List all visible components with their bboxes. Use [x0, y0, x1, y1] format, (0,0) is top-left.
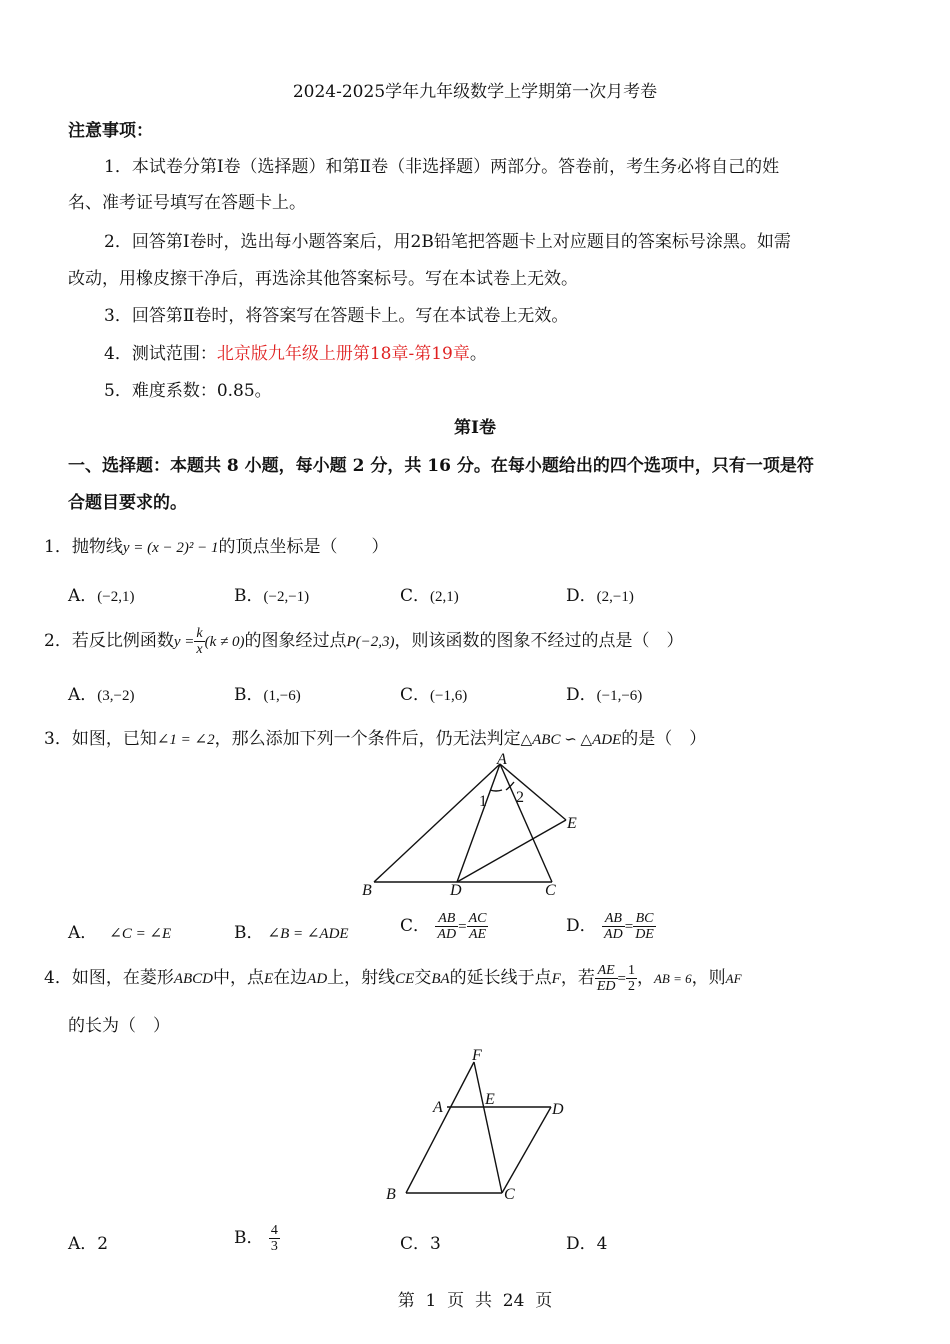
- q3-option-b[interactable]: [234, 918, 349, 943]
- q4-t7: ，: [636, 968, 654, 988]
- section-intro-b: 合题目要求的。: [68, 493, 187, 513]
- q1-formula: y = (x − 2)² − 1: [122, 540, 219, 556]
- q2-prefix: 2．若反比例函数: [44, 631, 174, 651]
- q4-option-a[interactable]: [68, 1229, 108, 1254]
- notice-item-4-suffix: 。: [469, 344, 487, 364]
- q3-label-d: D: [450, 882, 462, 899]
- section-intro-a: 一、选择题：本题共 8 小题，每小题 2 分，共 16 分。在每小题给出的四个选项中，只有一项是符: [68, 456, 814, 476]
- notice-item-5: 5．难度系数：0.85。: [104, 381, 272, 401]
- q2-a-value: (3,−2): [97, 688, 135, 704]
- q4-figure: [380, 1042, 580, 1207]
- q3-label-c: C: [545, 882, 556, 899]
- q4-label-b: B: [386, 1186, 396, 1203]
- q4-option-d[interactable]: [566, 1229, 607, 1254]
- q1-option-b[interactable]: [234, 581, 309, 606]
- q2-frac-num: k: [196, 626, 203, 641]
- q3-c-n1: AB: [435, 911, 458, 927]
- notice-item-1a: 1．本试卷分第Ⅰ卷（选择题）和第Ⅱ卷（非选择题）两部分。答卷前，考生务必将自己的姓: [104, 157, 780, 177]
- q2-cond: (k ≠ 0): [204, 634, 245, 650]
- q3-suffix: 的是（ ）: [621, 729, 707, 749]
- q4-frac1-den: ED: [596, 979, 616, 994]
- q4-frac1-num: AE: [595, 963, 618, 979]
- q3-c-frac-1: [435, 911, 458, 942]
- q4-d-value: 4: [596, 1234, 608, 1254]
- q3-line-de: [457, 820, 566, 882]
- q2-c-label: C．: [400, 685, 431, 705]
- q3-line-ac: [500, 764, 552, 882]
- q3-a-label: A．: [68, 923, 98, 943]
- q4-t5: 的延长线于点: [449, 968, 552, 988]
- q3-c-label: C．: [400, 916, 431, 936]
- q4-b-frac: [269, 1223, 280, 1254]
- q4-af: AF: [725, 971, 742, 986]
- q4-ab6: AB = 6: [653, 971, 692, 986]
- q4-a-value: 2: [97, 1234, 109, 1254]
- q4-ad: AD: [307, 971, 328, 987]
- q3-label-e: E: [567, 815, 577, 832]
- q3-angle-2-arc: [506, 782, 514, 790]
- q4-ce: CE: [395, 971, 415, 987]
- q3-a-value: ∠C = ∠E: [109, 926, 172, 942]
- q1-suffix: 的顶点坐标是（ ）: [218, 537, 389, 557]
- notice-item-4-prefix: 4．测试范围：: [104, 344, 217, 364]
- q4-label-f: F: [472, 1047, 482, 1064]
- q4-t4: 交: [414, 968, 432, 988]
- question-3-stem: [44, 724, 706, 749]
- q2-b-label: B．: [234, 685, 264, 705]
- q2-option-d[interactable]: [566, 680, 642, 705]
- q4-t3: 上，射线: [327, 968, 396, 988]
- notice-item-2a: 2．回答第Ⅰ卷时，选出每小题答案后，用2B铅笔把答题卡上对应题目的答案标号涂黑。如需: [104, 232, 791, 252]
- test-range: 北京版九年级上册第18章-第19章: [216, 344, 470, 364]
- q2-d-label: D．: [566, 685, 597, 705]
- q4-abcd: ABCD: [173, 971, 213, 987]
- question-4-stem: [44, 958, 742, 999]
- q3-label-2: 2: [516, 789, 524, 806]
- q3-d-d2: DE: [635, 927, 654, 942]
- notice-item-4: [104, 339, 487, 364]
- q3-mid: ，那么添加下列一个条件后，仍无法判定: [214, 729, 521, 749]
- q4-prefix: 4．如图，在菱形: [44, 968, 174, 988]
- q3-option-d[interactable]: [566, 906, 656, 947]
- q3-label-1: 1: [479, 793, 487, 810]
- q4-ba: BA: [431, 971, 450, 987]
- q4-c-value: 3: [430, 1234, 441, 1254]
- q3-d-frac-1: [602, 911, 625, 942]
- q4-line-2: 的长为（ ）: [68, 1016, 170, 1036]
- q3-line-ab: [374, 764, 500, 882]
- q4-e: E: [264, 971, 274, 987]
- q4-frac-2: [626, 963, 637, 994]
- q4-option-c[interactable]: [400, 1229, 441, 1254]
- q3-d-n2: BC: [633, 911, 656, 927]
- q1-d-value: (2,−1): [596, 589, 634, 605]
- q4-frac2-num: 1: [627, 963, 635, 978]
- q4-eq: =: [617, 971, 626, 987]
- q2-option-b[interactable]: [234, 680, 301, 705]
- notice-item-3: 3．回答第Ⅱ卷时，将答案写在答题卡上。写在本试卷上无效。: [104, 306, 569, 326]
- q4-line-fc: [474, 1062, 502, 1193]
- question-2-stem: [44, 624, 684, 659]
- q3-d-eq: =: [624, 919, 634, 935]
- q2-suffix: ，则该函数的图象不经过的点是（ ）: [394, 631, 684, 651]
- q4-frac-1: [595, 963, 618, 994]
- q2-yeq: y =: [173, 634, 195, 650]
- q2-a-label: A．: [68, 685, 98, 705]
- q4-label-a: A: [433, 1099, 443, 1116]
- q3-d-n1: AB: [602, 911, 625, 927]
- q4-frac2-den: 2: [627, 979, 635, 994]
- q3-c-d2: AE: [468, 927, 487, 942]
- q1-c-label: C．: [400, 586, 431, 606]
- q1-c-value: (2,1): [430, 589, 459, 605]
- q3-angle-1-arc: [490, 790, 502, 791]
- q3-c-n2: AC: [468, 911, 487, 926]
- q3-prefix: 3．如图，已知: [44, 729, 157, 749]
- q3-c-frac-2: [467, 911, 489, 942]
- q3-b-label: B．: [234, 923, 264, 943]
- q2-b-value: (1,−6): [263, 688, 301, 704]
- q1-option-c[interactable]: [400, 581, 459, 606]
- q4-c-label: C．: [400, 1234, 431, 1254]
- q4-option-b[interactable]: [234, 1218, 280, 1258]
- q4-a-label: A．: [68, 1234, 98, 1254]
- q3-c-d1: AD: [437, 927, 457, 942]
- q3-figure: [360, 752, 600, 902]
- q4-label-c: C: [504, 1186, 515, 1203]
- q3-option-a[interactable]: [68, 918, 171, 943]
- q4-t6: ，若: [560, 968, 595, 988]
- q2-frac-den: x: [196, 642, 203, 657]
- q2-point: P(−2,3): [346, 634, 395, 650]
- q3-d-label: D．: [566, 916, 597, 936]
- q3-b-value: ∠B = ∠ADE: [267, 926, 349, 942]
- q4-b-den: 3: [270, 1239, 278, 1254]
- q1-prefix: 1．抛物线: [44, 537, 123, 557]
- section-title: 第Ⅰ卷: [454, 418, 496, 438]
- q3-d-frac-2: [633, 911, 656, 942]
- q4-b-label: B．: [234, 1228, 264, 1248]
- page-title: 2024-2025学年九年级数学上学期第一次月考卷: [292, 82, 658, 102]
- q2-c-value: (−1,6): [430, 688, 468, 704]
- q4-t2: 在边: [273, 968, 308, 988]
- q1-option-a[interactable]: [68, 581, 134, 606]
- q3-option-c[interactable]: [400, 906, 488, 947]
- q2-option-a[interactable]: [68, 680, 134, 705]
- q2-fraction: [194, 626, 204, 657]
- q4-f: F: [551, 971, 561, 987]
- q2-d-value: (−1,−6): [596, 688, 643, 704]
- q1-b-value: (−2,−1): [263, 589, 310, 605]
- q3-d-d1: AD: [604, 927, 623, 942]
- q1-option-d[interactable]: [566, 581, 634, 606]
- q3-cond: ∠1 = ∠2: [156, 732, 215, 748]
- q1-b-label: B．: [234, 586, 264, 606]
- notice-heading: 注意事项：: [68, 121, 153, 141]
- q4-t1: 中，点: [213, 968, 264, 988]
- q3-line-ad: [457, 764, 500, 882]
- q1-a-label: A．: [68, 586, 98, 606]
- q4-line-bf: [406, 1062, 474, 1193]
- page-footer: 第 1 页 共 24 页: [397, 1291, 553, 1311]
- q4-label-d: D: [552, 1101, 564, 1118]
- q2-mid: 的图象经过点: [244, 631, 347, 651]
- q2-option-c[interactable]: [400, 680, 467, 705]
- q4-t8: ，则: [691, 968, 726, 988]
- q1-a-value: (−2,1): [97, 589, 135, 605]
- q4-line-dc: [502, 1107, 551, 1193]
- q4-label-e: E: [485, 1091, 495, 1108]
- q4-b-num: 4: [270, 1223, 278, 1238]
- notice-item-2b: 改动，用橡皮擦干净后，再选涂其他答案标号。写在本试卷上无效。: [68, 269, 578, 289]
- q3-similarity: △ABC ∽ △ADE: [520, 732, 622, 748]
- notice-item-1b: 名、准考证号填写在答题卡上。: [68, 193, 306, 213]
- q3-c-eq: =: [458, 919, 467, 935]
- question-1-stem: [44, 532, 389, 557]
- q4-d-label: D．: [566, 1234, 597, 1254]
- q3-label-b: B: [362, 882, 372, 899]
- q1-d-label: D．: [566, 586, 597, 606]
- q3-line-ae: [500, 764, 566, 820]
- q3-label-a: A: [497, 752, 507, 768]
